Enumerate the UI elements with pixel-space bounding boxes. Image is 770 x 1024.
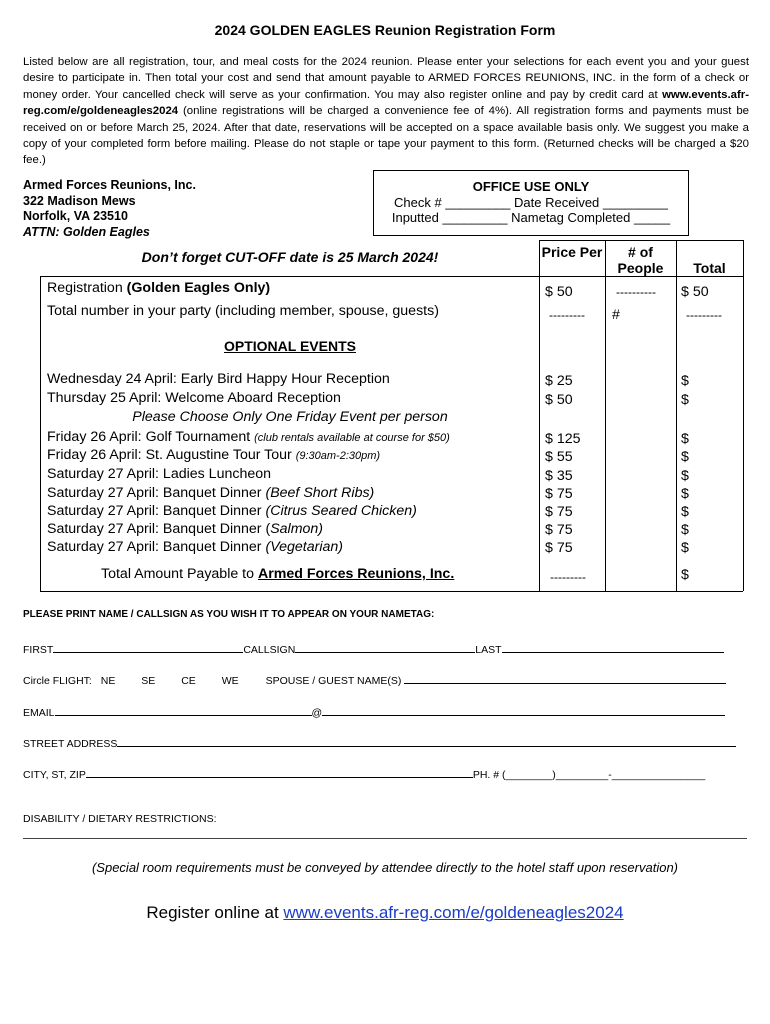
table-border <box>605 240 606 591</box>
event-label-text: Saturday 27 April: Banquet Dinner <box>47 503 266 519</box>
event-total[interactable]: $ <box>681 468 689 484</box>
table-border <box>743 240 744 591</box>
event-label <box>47 389 341 407</box>
total-payable-text: Total Amount Payable to <box>101 566 258 582</box>
register-online <box>0 903 770 923</box>
mailing-address <box>23 178 196 240</box>
registration-people: ---------- <box>616 285 656 299</box>
register-online-text: Register online at <box>146 903 284 922</box>
intro-url[interactable]: www.events.afr-reg.com/e/goldeneagles2024 <box>23 88 749 118</box>
office-check-line: Check # _________ Date Received _________ <box>394 194 668 210</box>
total-payable-label <box>101 565 454 583</box>
event-label <box>47 520 323 538</box>
table-border <box>676 240 677 591</box>
email-label: EMAIL <box>23 707 55 719</box>
event-label-text: Saturday 27 April: Banquet Dinner ( <box>47 521 271 537</box>
city-label: CITY, ST, ZIP <box>23 769 86 781</box>
event-label-text: Friday 26 April: Golf Tournament <box>47 429 255 445</box>
price-per-header: Price Per <box>541 244 603 260</box>
total-payable-payee: Armed Forces Reunions, Inc. <box>257 566 455 582</box>
callsign-field[interactable] <box>295 642 475 653</box>
optional-events-title: OPTIONAL EVENTS <box>224 338 356 354</box>
street-address-field[interactable] <box>117 736 736 747</box>
event-price: $ 75 <box>545 522 573 538</box>
event-price: $ 125 <box>545 431 581 447</box>
email-user-field[interactable] <box>55 705 312 716</box>
flight-line <box>23 673 726 687</box>
event-label-text: Thursday 25 April: Welcome Aboard Reception <box>47 390 341 406</box>
event-label <box>47 538 343 556</box>
event-total[interactable]: $ <box>681 486 689 502</box>
intro-paragraph <box>23 54 749 169</box>
event-price: $ 75 <box>545 504 573 520</box>
last-label: LAST <box>475 644 502 656</box>
street-line <box>23 736 736 750</box>
event-label <box>47 484 374 502</box>
party-price: --------- <box>549 308 585 322</box>
city-line <box>23 767 705 781</box>
party-people[interactable]: # <box>612 307 620 323</box>
event-label <box>47 446 380 465</box>
event-label <box>47 370 390 388</box>
intro-text-1: Listed below are all registration, tour, and meal costs for the 2024 reunion. Please enter your selections for each event you and your guest desire to participate in. Then total your cost and send that amount payable to ARMED FORCES REUNIONS, INC. in the form of a check or money order. Your cancelled check will serve as your confirmation. You may also register online and pay by credit card at <box>23 56 749 101</box>
registration-label-bold: (Golden Eagles Only) <box>126 280 271 296</box>
callsign-label: CALLSIGN <box>243 644 296 656</box>
event-label-text: Friday 26 April: St. Augustine Tour Tour <box>47 447 296 463</box>
flight-option-we[interactable]: WE <box>221 675 239 687</box>
registration-label-text: Registration <box>47 280 127 296</box>
phone-field[interactable]: PH. # (________)_________-________________ <box>472 769 706 781</box>
friday-event-notice: Please Choose Only One Friday Event per person <box>132 409 448 425</box>
event-label-text: Saturday 27 April: Ladies Luncheon <box>47 466 272 482</box>
event-price: $ 75 <box>545 486 573 502</box>
email-line <box>23 705 725 719</box>
nametag-heading: PLEASE PRINT NAME / CALLSIGN AS YOU WISH IT TO APPEAR ON YOUR NAMETAG: <box>23 609 435 620</box>
flight-option-se[interactable]: SE <box>141 675 156 687</box>
event-price: $ 35 <box>545 468 573 484</box>
circle-flight-label: Circle FLIGHT: <box>23 675 92 687</box>
flight-option-ce[interactable]: CE <box>181 675 196 687</box>
registration-label <box>47 279 270 297</box>
flight-option-ne[interactable]: NE <box>100 675 116 687</box>
party-total: --------- <box>686 308 722 322</box>
street-label: STREET ADDRESS <box>23 738 118 750</box>
event-total[interactable]: $ <box>681 504 689 520</box>
event-total[interactable]: $ <box>681 392 689 408</box>
address-attn: ATTN: Golden Eagles <box>23 224 150 239</box>
table-border <box>40 276 41 591</box>
intro-text-2: (online registrations will be charged a convenience fee of 4%). All registration forms and payments must be received on or before March 25, 2024. After that date, reservations will be accepted on a space available basis only. We suggest you make a copy of your completed form before mailing. Please do not staple or tape your payment to this form. (Returned checks will be charged a $20 fee.) <box>23 105 749 167</box>
special-room-note: (Special room requirements must be conveyed by attendee directly to the hotel staff upon reservation) <box>91 860 679 875</box>
first-label: FIRST <box>23 644 54 656</box>
email-at-sign: @ <box>311 707 323 719</box>
event-note: (Vegetarian) <box>265 539 344 555</box>
address-line-2: 322 Madison Mews <box>23 193 136 208</box>
table-border <box>40 276 743 277</box>
event-price: $ 55 <box>545 449 573 465</box>
office-inputted-line: Inputted _________ Nametag Completed _____ <box>391 210 671 225</box>
email-domain-field[interactable] <box>322 705 725 716</box>
event-label-text: Saturday 27 April: Banquet Dinner <box>47 485 266 501</box>
event-note: (Citrus Seared Chicken) <box>265 503 417 519</box>
party-label: Total number in your party (including member, spouse, guests) <box>47 303 439 319</box>
event-note: (club rentals available at course for $50) <box>254 432 450 444</box>
office-use-title: OFFICE USE ONLY <box>472 179 590 194</box>
first-name-field[interactable] <box>53 642 243 653</box>
event-note: Salmon) <box>270 521 324 537</box>
registration-total: $ 50 <box>681 284 709 300</box>
disability-label: DISABILITY / DIETARY RESTRICTIONS: <box>23 813 217 825</box>
name-line <box>23 642 724 656</box>
address-line-3: Norfolk, VA 23510 <box>23 209 128 223</box>
event-total[interactable]: $ <box>681 522 689 538</box>
spouse-guest-label: SPOUSE / GUEST NAME(S) <box>265 675 402 687</box>
total-header: Total <box>693 260 726 276</box>
event-label <box>47 465 271 483</box>
last-name-field[interactable] <box>502 642 724 653</box>
event-total[interactable]: $ <box>681 431 689 447</box>
event-note: (Beef Short Ribs) <box>265 485 375 501</box>
event-total[interactable]: $ <box>681 540 689 556</box>
event-label-text: Wednesday 24 April: Early Bird Happy Hour Reception <box>47 371 390 387</box>
event-label <box>47 428 450 447</box>
event-label <box>47 502 417 520</box>
event-total[interactable]: $ <box>681 373 689 389</box>
spouse-guest-field[interactable] <box>404 673 726 684</box>
cutoff-notice: Don’t forget CUT-OFF date is 25 March 2024! <box>141 249 439 265</box>
event-label-text: Saturday 27 April: Banquet Dinner <box>47 539 266 555</box>
form-title: 2024 GOLDEN EAGLES Reunion Registration Form <box>214 22 556 38</box>
address-line-1: Armed Forces Reunions, Inc. <box>23 178 196 192</box>
table-border <box>539 240 743 241</box>
event-price: $ 75 <box>545 540 573 556</box>
table-border <box>40 591 743 592</box>
registration-price: $ 50 <box>545 284 573 300</box>
total-payable-total[interactable]: $ <box>681 567 689 583</box>
event-price: $ 50 <box>545 392 573 408</box>
num-people-header: # of People <box>617 244 664 276</box>
event-total[interactable]: $ <box>681 449 689 465</box>
city-st-zip-field[interactable] <box>86 767 473 778</box>
office-use-box <box>373 170 689 236</box>
disability-field[interactable] <box>23 838 747 839</box>
register-online-link[interactable]: www.events.afr-reg.com/e/goldeneagles2024 <box>283 903 624 922</box>
total-payable-price: --------- <box>550 570 586 584</box>
event-price: $ 25 <box>545 373 573 389</box>
event-note: (9:30am-2:30pm) <box>295 450 381 462</box>
